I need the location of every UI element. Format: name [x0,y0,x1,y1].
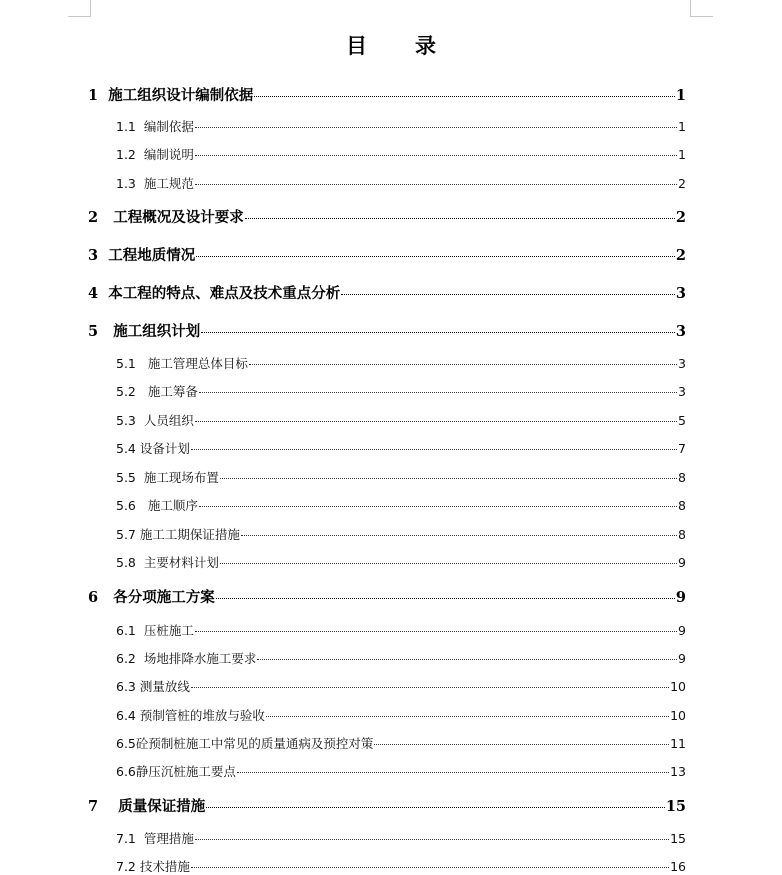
toc-entry-5-5[interactable] [116,468,686,486]
dot-leader [206,807,665,808]
toc-text: 主要材料计划 [143,555,219,570]
dot-leader [199,506,677,507]
dot-leader [220,478,677,479]
toc-entry-5[interactable] [88,320,686,341]
toc-number: 6.5 [116,736,136,751]
toc-page: 3 [675,285,686,302]
toc-text: 施工筹备 [147,384,198,399]
toc-text: 编制依据 [143,119,194,134]
dot-leader [249,364,677,365]
toc-page: 2 [675,247,686,264]
dot-leader [191,867,669,868]
toc-text: 设备计划 [139,441,190,456]
toc-number: 1.3 [116,176,136,191]
toc-text: 工程地质情况 [108,247,196,264]
toc-entry-3[interactable] [88,244,686,265]
toc-number: 5.3 [116,413,136,428]
dot-leader [195,421,677,422]
toc-entry-5-1[interactable] [116,354,686,372]
dot-leader [195,839,669,840]
toc-entry-1-3[interactable] [116,174,686,192]
dot-leader [237,772,669,773]
dot-leader [266,716,669,717]
toc-page: 3 [678,356,686,371]
toc-text: 管理措施 [143,831,194,846]
toc-number: 3 [88,247,99,264]
toc-entry-5-8[interactable] [116,553,686,571]
toc-entry-6-3[interactable] [116,677,686,695]
toc-page: 9 [678,651,686,666]
dot-leader [245,218,675,219]
toc-page: 1 [678,147,686,162]
toc-text: 施工工期保证措施 [139,527,240,542]
toc-page: 9 [678,623,686,638]
toc-page: 2 [678,176,686,191]
toc-text: 施工现场布置 [143,470,219,485]
toc-number: 6.1 [116,623,136,638]
toc-number: 6.6 [116,764,136,779]
dot-leader [195,631,677,632]
toc-entry-6-1[interactable] [116,621,686,639]
toc-entry-6-5[interactable] [116,734,686,752]
toc-page: 11 [670,736,686,751]
toc-entry-7-1[interactable] [116,829,686,847]
dot-leader [191,687,669,688]
toc-entry-5-4[interactable] [116,439,686,457]
toc-entry-5-3[interactable] [116,411,686,429]
toc-text: 预制管桩的堆放与验收 [139,708,265,723]
toc-entry-5-2[interactable] [116,382,686,400]
toc-number: 6.2 [116,651,136,666]
toc-number: 5.5 [116,470,136,485]
toc-text: 施工管理总体目标 [147,356,248,371]
toc-text: 场地排降水施工要求 [143,651,257,666]
toc-number: 5.2 [116,384,136,399]
toc-text: 人员组织 [143,413,194,428]
toc-page: 2 [675,209,686,226]
toc-entry-7-2[interactable] [116,857,686,875]
toc-page: 3 [678,384,686,399]
dot-leader [257,659,677,660]
toc-text: 编制说明 [143,147,194,162]
toc-entry-6-2[interactable] [116,649,686,667]
title-char-1: 目 [346,33,367,58]
toc-number: 6 [88,589,99,606]
toc-entry-5-6[interactable] [116,496,686,514]
toc-entry-1-1[interactable] [116,117,686,135]
toc-page: 13 [670,764,686,779]
dot-leader [341,294,675,295]
toc-page: 15 [670,831,686,846]
toc-page: 15 [665,798,686,815]
toc-page: 9 [675,589,686,606]
toc-text: 砼预制桩施工中常见的质量通病及预控对策 [135,736,374,751]
toc-text: 压桩施工 [143,623,194,638]
toc-number: 5 [88,323,99,340]
toc-number: 5.6 [116,498,136,513]
toc-text: 施工组织设计编制依据 [108,87,254,104]
toc-number: 5.7 [116,527,136,542]
toc-text: 本工程的特点、难点及技术重点分析 [108,285,341,302]
toc-entry-1[interactable] [88,84,686,105]
toc-number: 1.1 [116,119,136,134]
toc-number: 1.2 [116,147,136,162]
toc-page: 10 [670,679,686,694]
toc-page: 9 [678,555,686,570]
toc-number: 7.2 [116,859,136,874]
toc-page: 8 [678,527,686,542]
dot-leader [220,563,677,564]
toc-text: 技术措施 [139,859,190,874]
dot-leader [216,598,675,599]
toc-number: 6.4 [116,708,136,723]
toc-text: 静压沉桩施工要点 [135,764,236,779]
dot-leader [374,744,669,745]
toc-text: 测量放线 [139,679,190,694]
toc-number: 2 [88,209,99,226]
toc-entry-2[interactable] [88,206,686,227]
toc-page: 8 [678,498,686,513]
toc-page: 8 [678,470,686,485]
toc-number: 5.4 [116,441,136,456]
dot-leader [196,256,675,257]
toc-number: 1 [88,87,99,104]
dot-leader [195,127,677,128]
toc-entry-1-2[interactable] [116,145,686,163]
toc-entry-6[interactable] [88,586,686,607]
toc-text: 质量保证措施 [118,798,206,815]
dot-leader [201,332,675,333]
toc-page: 10 [670,708,686,723]
toc-text: 施工组织计划 [113,323,201,340]
toc-number: 6.3 [116,679,136,694]
toc-page: 1 [675,87,686,104]
toc-page: 16 [670,859,686,874]
toc-entry-6-4[interactable] [116,706,686,724]
toc-number: 7.1 [116,831,136,846]
dot-leader [195,184,677,185]
dot-leader [254,96,675,97]
toc-page: 1 [678,119,686,134]
dot-leader [195,155,677,156]
toc-entry-6-6[interactable] [116,762,686,780]
toc-number: 7 [88,798,99,815]
toc-text: 工程概况及设计要求 [113,209,244,226]
dot-leader [191,449,677,450]
toc-number: 5.8 [116,555,136,570]
toc-text: 各分项施工方案 [113,589,215,606]
title-char-2: 录 [415,33,436,58]
toc-text: 施工规范 [143,176,194,191]
toc-text: 施工顺序 [147,498,198,513]
toc-entry-5-7[interactable] [116,525,686,543]
toc-number: 4 [88,285,99,302]
toc-page: 3 [675,323,686,340]
toc-entry-4[interactable] [88,282,686,303]
dot-leader [241,535,677,536]
dot-leader [199,392,677,393]
toc-entry-7[interactable] [88,795,686,816]
toc-page: 5 [678,413,686,428]
toc-number: 5.1 [116,356,136,371]
toc-page: 7 [678,441,686,456]
